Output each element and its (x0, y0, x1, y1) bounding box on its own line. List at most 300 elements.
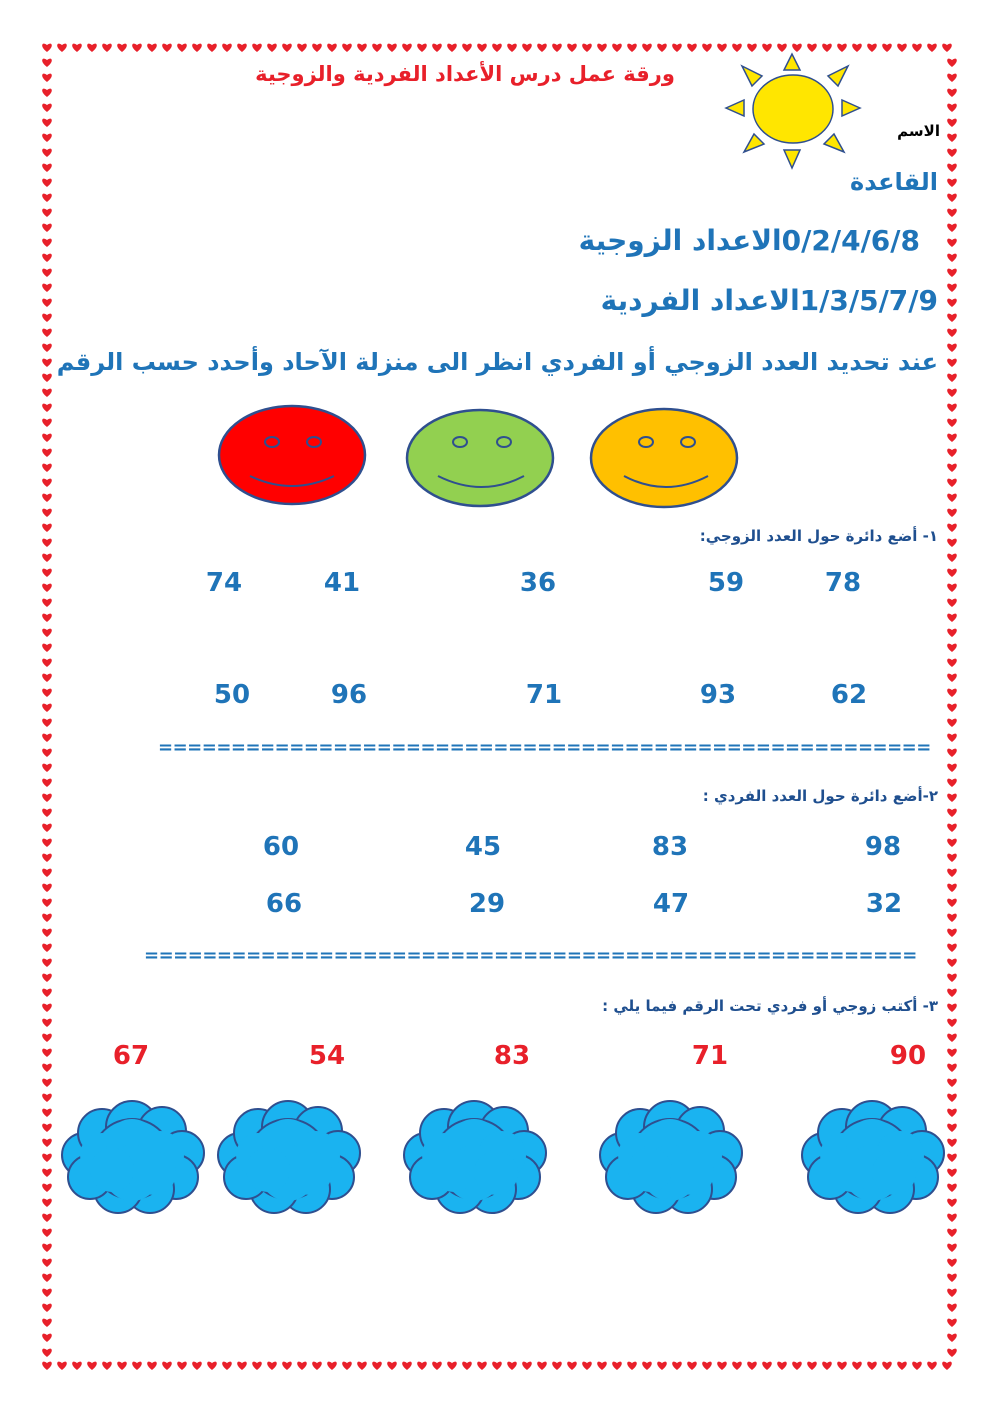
heart-icon (42, 59, 52, 67)
heart-icon (792, 1362, 802, 1370)
heart-icon (42, 344, 52, 352)
q3-number: 67 (112, 1041, 150, 1071)
heart-icon (947, 674, 957, 682)
heart-icon (42, 1334, 52, 1342)
heart-icon (42, 1319, 52, 1327)
heart-icon (567, 1362, 577, 1370)
heart-icon (942, 1362, 952, 1370)
heart-icon (477, 1362, 487, 1370)
q2-number[interactable]: 66 (265, 889, 303, 919)
heart-icon (627, 1362, 637, 1370)
heart-icon (947, 959, 957, 967)
q3-number: 54 (308, 1041, 346, 1071)
q2-number[interactable]: 45 (464, 832, 502, 862)
heart-icon (717, 44, 727, 52)
q1-number[interactable]: 78 (824, 568, 862, 598)
heart-icon (42, 209, 52, 217)
q1-number[interactable]: 96 (330, 680, 368, 710)
heart-icon (57, 44, 67, 52)
heart-icon (492, 44, 502, 52)
heart-icon (42, 89, 52, 97)
heart-icon (42, 584, 52, 592)
heart-icon (267, 44, 277, 52)
heart-icon (42, 374, 52, 382)
heart-icon (947, 404, 957, 412)
heart-icon (947, 914, 957, 922)
heart-icon (867, 44, 877, 52)
heart-icon (522, 44, 532, 52)
heart-icon (42, 389, 52, 397)
heart-icon (612, 44, 622, 52)
heart-icon (42, 44, 52, 52)
heart-icon (42, 869, 52, 877)
heart-icon (42, 419, 52, 427)
heart-icon (87, 1362, 97, 1370)
heart-icon (42, 1349, 52, 1357)
heart-icon (312, 44, 322, 52)
heart-icon (42, 194, 52, 202)
heart-icon (657, 1362, 667, 1370)
heart-icon (42, 434, 52, 442)
heart-icon (597, 44, 607, 52)
question-1-label: ١- أضع دائرة حول العدد الزوجي: (699, 527, 938, 545)
heart-icon (42, 914, 52, 922)
heart-icon (947, 224, 957, 232)
heart-icon (147, 1362, 157, 1370)
heart-icon (672, 44, 682, 52)
heart-icon (237, 1362, 247, 1370)
heart-icon (897, 44, 907, 52)
heart-icon (417, 1362, 427, 1370)
q2-number[interactable]: 83 (651, 832, 689, 862)
heart-icon (42, 989, 52, 997)
heart-icon (912, 44, 922, 52)
heart-icon (582, 1362, 592, 1370)
heart-icon (947, 1079, 957, 1087)
heart-icon (942, 44, 952, 52)
heart-icon (717, 1362, 727, 1370)
heart-icon (42, 899, 52, 907)
heart-icon (432, 1362, 442, 1370)
heart-icon (327, 1362, 337, 1370)
heart-icon (762, 1362, 772, 1370)
heart-icon (462, 44, 472, 52)
q1-number[interactable]: 36 (519, 568, 557, 598)
q1-number[interactable]: 62 (830, 680, 868, 710)
heart-icon (147, 44, 157, 52)
heart-icon (42, 179, 52, 187)
heart-icon (57, 1362, 67, 1370)
heart-icon (852, 44, 862, 52)
heart-icon (947, 1289, 957, 1297)
heart-icon (42, 119, 52, 127)
heart-icon (947, 329, 957, 337)
heart-icon (42, 1034, 52, 1042)
heart-icon (552, 44, 562, 52)
heart-icon (42, 1244, 52, 1252)
heart-icon (947, 704, 957, 712)
heart-icon (42, 299, 52, 307)
heart-icon (207, 1362, 217, 1370)
sun-icon (720, 52, 865, 170)
heart-icon (897, 1362, 907, 1370)
heart-icon (947, 719, 957, 727)
heart-icon (42, 1259, 52, 1267)
heart-icon (357, 1362, 367, 1370)
heart-icon (947, 869, 957, 877)
heart-icon (42, 929, 52, 937)
heart-icon (42, 479, 52, 487)
heart-icon (947, 554, 957, 562)
heart-icon (507, 44, 517, 52)
heart-icon (432, 44, 442, 52)
heart-icon (42, 284, 52, 292)
heart-icon (42, 164, 52, 172)
heart-icon (582, 44, 592, 52)
heart-icon (947, 884, 957, 892)
heart-icon (387, 1362, 397, 1370)
even-rule: 0/2/4/6/8الاعداد الزوجية (578, 224, 920, 257)
heart-icon (42, 839, 52, 847)
heart-icon (642, 44, 652, 52)
heart-icon (947, 179, 957, 187)
heart-icon (687, 1362, 697, 1370)
heart-icon (102, 44, 112, 52)
heart-icon (42, 614, 52, 622)
question-2-label: ٢-أضع دائرة حول العدد الفردي : (702, 787, 938, 805)
heart-icon (947, 284, 957, 292)
heart-icon (42, 974, 52, 982)
heart-icon (672, 1362, 682, 1370)
heart-icon (852, 1362, 862, 1370)
q1-number[interactable]: 59 (707, 568, 745, 598)
heart-icon (42, 1304, 52, 1312)
heart-icon (947, 389, 957, 397)
heart-icon (777, 1362, 787, 1370)
heart-icon (947, 629, 957, 637)
heart-icon (42, 404, 52, 412)
heart-icon (747, 44, 757, 52)
heart-icon (947, 74, 957, 82)
heart-icon (42, 239, 52, 247)
heart-icon (947, 569, 957, 577)
heart-icon (222, 44, 232, 52)
heart-icon (947, 194, 957, 202)
heart-icon (947, 1274, 957, 1282)
heart-icon (42, 1274, 52, 1282)
heart-icon (42, 554, 52, 562)
heart-icon (947, 749, 957, 757)
heart-icon (522, 1362, 532, 1370)
heart-icon (947, 1034, 957, 1042)
heart-icon (492, 1362, 502, 1370)
tip-text: عند تحديد العدد الزوجي أو الفردي انظر الى منزلة الآحاد وأحدد حسب الرقم (56, 348, 938, 376)
heart-icon (42, 764, 52, 772)
heart-icon (947, 494, 957, 502)
heart-icon (947, 1334, 957, 1342)
heart-icon (947, 1349, 957, 1357)
heart-icon (807, 44, 817, 52)
q2-number[interactable]: 98 (864, 832, 902, 862)
heart-icon (947, 689, 957, 697)
heart-icon (627, 44, 637, 52)
heart-icon (42, 1229, 52, 1237)
cloud-icon[interactable] (600, 1101, 742, 1213)
heart-icon (947, 779, 957, 787)
heart-icon (947, 899, 957, 907)
heart-icon (762, 44, 772, 52)
heart-icon (947, 839, 957, 847)
heart-icon (947, 509, 957, 517)
heart-icon (42, 464, 52, 472)
heart-icon (642, 1362, 652, 1370)
heart-icon (42, 74, 52, 82)
heart-icon (702, 44, 712, 52)
heart-icon (947, 599, 957, 607)
heart-icon (947, 464, 957, 472)
heart-icon (342, 44, 352, 52)
heart-icon (657, 44, 667, 52)
heart-icon (947, 734, 957, 742)
question-3-label: ٣- أكتب زوجي أو فردي تحت الرقم فيما يلي : (602, 997, 938, 1015)
heart-icon (42, 1019, 52, 1027)
heart-icon (357, 44, 367, 52)
heart-icon (342, 1362, 352, 1370)
heart-icon (947, 929, 957, 937)
heart-icon (947, 59, 957, 67)
heart-icon (42, 854, 52, 862)
heart-icon (947, 584, 957, 592)
heart-icon (947, 824, 957, 832)
heart-icon (117, 1362, 127, 1370)
heart-icon (42, 449, 52, 457)
heart-icon (947, 104, 957, 112)
heart-icon (42, 104, 52, 112)
heart-icon (42, 809, 52, 817)
q3-number: 71 (691, 1041, 729, 1071)
heart-icon (42, 1289, 52, 1297)
heart-icon (42, 1064, 52, 1072)
heart-icon (947, 449, 957, 457)
heart-icon (947, 1004, 957, 1012)
heart-icon (42, 134, 52, 142)
heart-icon (282, 1362, 292, 1370)
heart-icon (947, 239, 957, 247)
green-face-icon (407, 410, 553, 506)
heart-icon (177, 44, 187, 52)
q1-number[interactable]: 93 (699, 680, 737, 710)
heart-icon (552, 1362, 562, 1370)
heart-icon (597, 1362, 607, 1370)
heart-icon (372, 44, 382, 52)
heart-icon (947, 374, 957, 382)
heart-icon (947, 1319, 957, 1327)
worksheet-title: ورقة عمل درس الأعداد الفردية والزوجية (255, 62, 675, 86)
smiley-faces (210, 400, 750, 512)
q2-number[interactable]: 32 (865, 889, 903, 919)
separator-line: ===================================================== (158, 737, 931, 758)
q2-number[interactable]: 47 (652, 889, 690, 919)
heart-icon (947, 614, 957, 622)
heart-icon (947, 1304, 957, 1312)
rule-heading: القاعدة (850, 168, 938, 196)
q1-number[interactable]: 50 (213, 680, 251, 710)
heart-icon (102, 1362, 112, 1370)
heart-icon (947, 659, 957, 667)
heart-icon (947, 134, 957, 142)
heart-icon (947, 794, 957, 802)
heart-icon (87, 44, 97, 52)
heart-icon (327, 44, 337, 52)
heart-icon (477, 44, 487, 52)
heart-icon (947, 524, 957, 532)
heart-icon (297, 1362, 307, 1370)
heart-icon (402, 44, 412, 52)
heart-icon (42, 749, 52, 757)
q1-number[interactable]: 71 (525, 680, 563, 710)
orange-face-icon (591, 409, 737, 507)
heart-icon (507, 1362, 517, 1370)
heart-icon (297, 44, 307, 52)
odd-rule: 1/3/5/7/9الاعداد الفردية (600, 284, 938, 317)
heart-icon (162, 1362, 172, 1370)
heart-icon (947, 1259, 957, 1267)
name-label: الاسم (897, 122, 940, 140)
heart-icon (132, 1362, 142, 1370)
q2-number[interactable]: 60 (262, 832, 300, 862)
heart-icon (947, 434, 957, 442)
heart-icon (72, 44, 82, 52)
heart-icon (42, 254, 52, 262)
heart-icon (42, 659, 52, 667)
heart-icon (947, 944, 957, 952)
cloud-icon[interactable] (62, 1101, 204, 1213)
heart-icon (177, 1362, 187, 1370)
red-face-icon (219, 406, 365, 504)
heart-icon (462, 1362, 472, 1370)
heart-icon (162, 44, 172, 52)
heart-icon (42, 734, 52, 742)
heart-icon (42, 689, 52, 697)
heart-icon (42, 359, 52, 367)
q2-number[interactable]: 29 (468, 889, 506, 919)
q3-number: 90 (889, 1041, 927, 1071)
heart-icon (947, 644, 957, 652)
heart-icon (927, 44, 937, 52)
cloud-icon[interactable] (404, 1101, 546, 1213)
q1-number[interactable]: 74 (205, 568, 243, 598)
heart-icon (417, 44, 427, 52)
heart-icon (947, 539, 957, 547)
heart-icon (42, 314, 52, 322)
heart-icon (42, 539, 52, 547)
heart-icon (947, 299, 957, 307)
answer-clouds (50, 1095, 950, 1225)
heart-icon (447, 1362, 457, 1370)
heart-icon (42, 1049, 52, 1057)
heart-icon (192, 1362, 202, 1370)
heart-icon (237, 44, 247, 52)
heart-icon (732, 44, 742, 52)
heart-icon (882, 44, 892, 52)
heart-icon (222, 1362, 232, 1370)
heart-icon (747, 1362, 757, 1370)
heart-icon (42, 884, 52, 892)
heart-icon (837, 44, 847, 52)
heart-icon (947, 1229, 957, 1237)
heart-icon (807, 1362, 817, 1370)
heart-icon (822, 1362, 832, 1370)
heart-icon (792, 44, 802, 52)
heart-icon (947, 209, 957, 217)
q1-number[interactable]: 41 (323, 568, 361, 598)
heart-icon (947, 119, 957, 127)
heart-icon (267, 1362, 277, 1370)
heart-icon (42, 629, 52, 637)
heart-icon (837, 1362, 847, 1370)
heart-icon (132, 44, 142, 52)
heart-icon (42, 944, 52, 952)
heart-icon (42, 269, 52, 277)
heart-icon (42, 674, 52, 682)
heart-icon (42, 224, 52, 232)
heart-icon (947, 149, 957, 157)
heart-icon (947, 359, 957, 367)
heart-icon (947, 809, 957, 817)
cloud-icon[interactable] (218, 1101, 360, 1213)
heart-icon (947, 1064, 957, 1072)
heart-icon (947, 344, 957, 352)
q3-number: 83 (493, 1041, 531, 1071)
heart-icon (947, 269, 957, 277)
heart-icon (42, 569, 52, 577)
heart-icon (42, 644, 52, 652)
heart-icon (947, 1019, 957, 1027)
heart-icon (42, 329, 52, 337)
heart-icon (537, 44, 547, 52)
heart-icon (867, 1362, 877, 1370)
heart-icon (702, 1362, 712, 1370)
heart-icon (537, 1362, 547, 1370)
separator-line: ===================================================== (144, 945, 917, 966)
heart-icon (947, 164, 957, 172)
heart-icon (372, 1362, 382, 1370)
heart-icon (402, 1362, 412, 1370)
heart-icon (252, 1362, 262, 1370)
heart-icon (42, 824, 52, 832)
heart-icon (947, 1049, 957, 1057)
heart-icon (947, 764, 957, 772)
heart-icon (947, 254, 957, 262)
heart-icon (947, 1244, 957, 1252)
heart-icon (687, 44, 697, 52)
heart-icon (947, 989, 957, 997)
heart-icon (42, 1362, 52, 1370)
cloud-icon[interactable] (802, 1101, 944, 1213)
heart-icon (947, 89, 957, 97)
heart-icon (822, 44, 832, 52)
heart-icon (42, 524, 52, 532)
heart-icon (42, 509, 52, 517)
heart-icon (927, 1362, 937, 1370)
heart-icon (947, 314, 957, 322)
heart-icon (207, 44, 217, 52)
heart-icon (42, 1004, 52, 1012)
heart-icon (312, 1362, 322, 1370)
heart-icon (387, 44, 397, 52)
heart-icon (947, 974, 957, 982)
heart-icon (42, 599, 52, 607)
